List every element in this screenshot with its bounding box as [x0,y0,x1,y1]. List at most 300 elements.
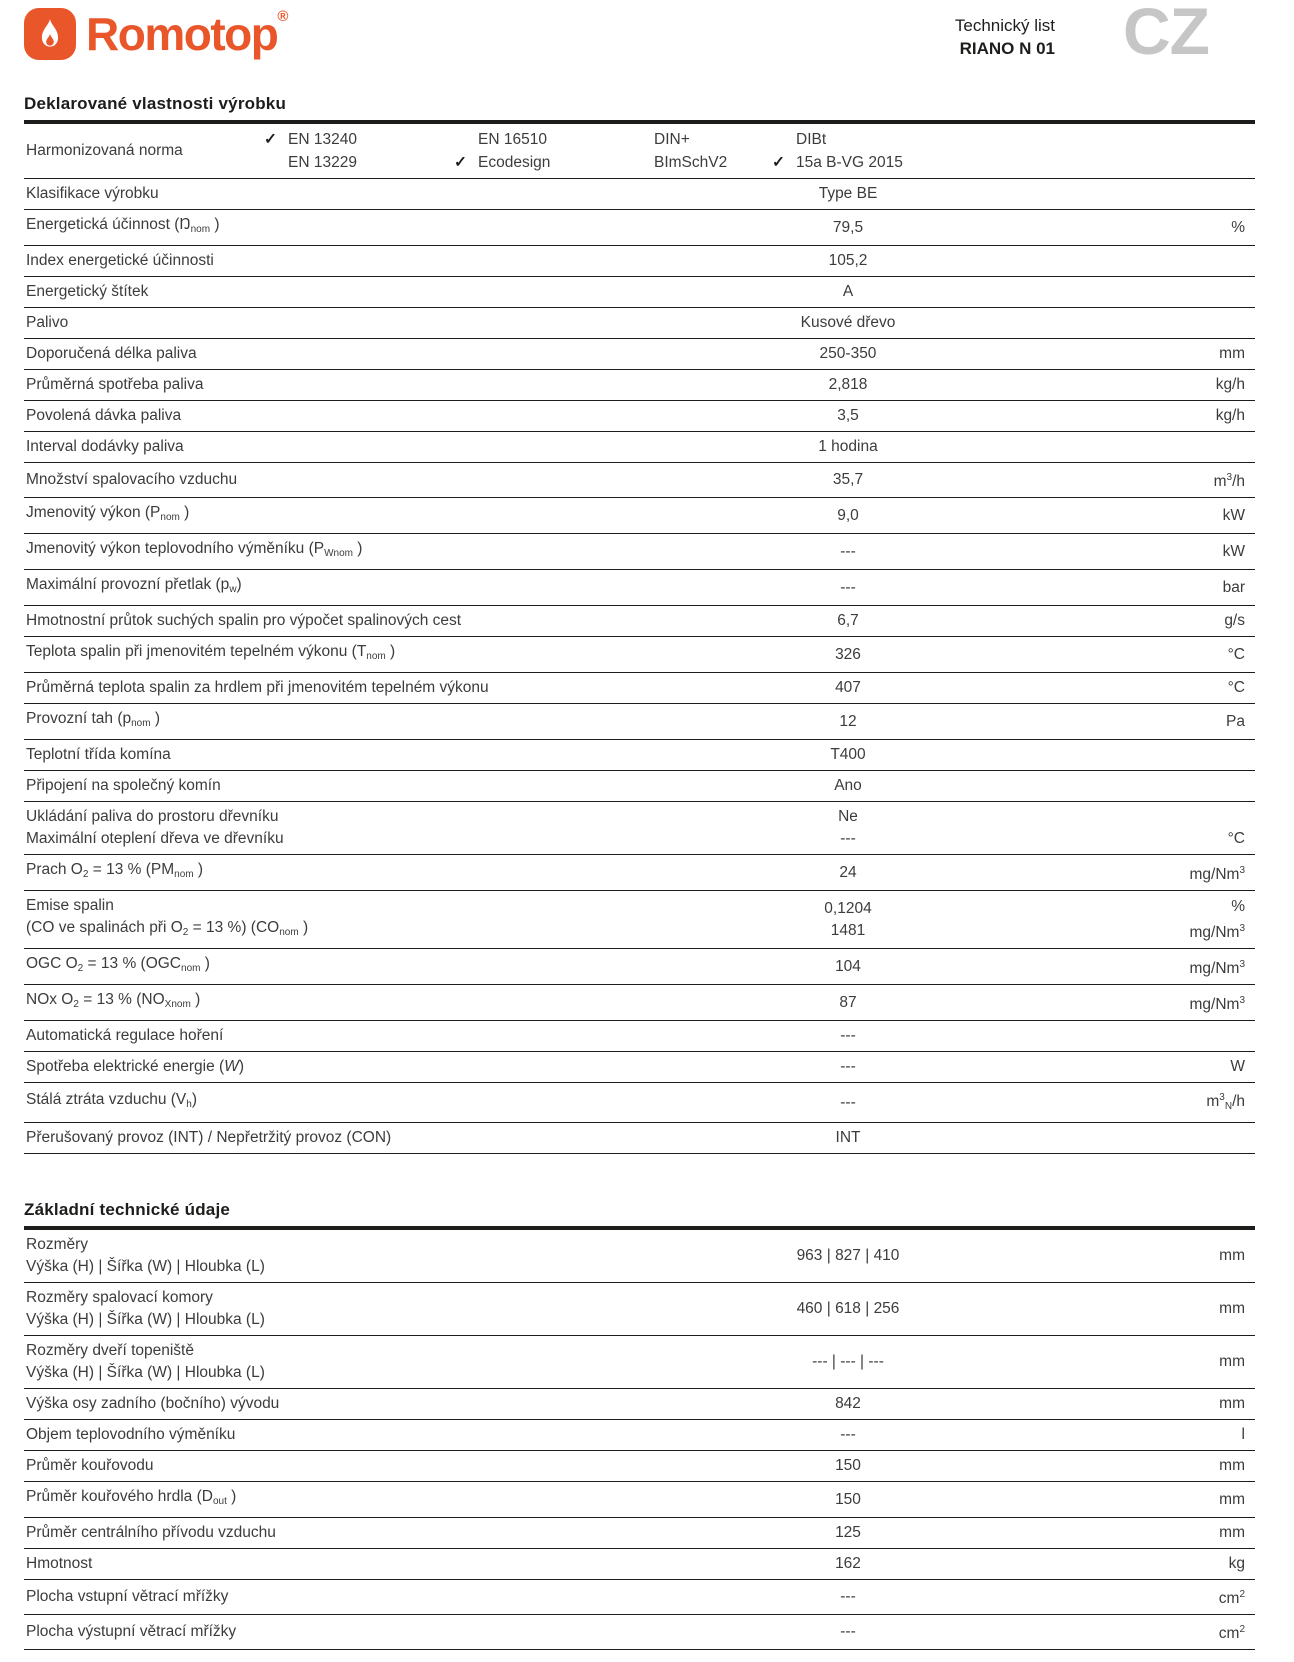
table-row [24,704,1255,740]
norm-item [264,151,454,174]
row-unit-line: mg/Nm$^3$ [1189,864,1245,883]
row-unit-line: °C [1227,679,1245,696]
row-unit [1058,1619,1255,1645]
row-unit [1058,405,1255,427]
row-value-line: 150 [835,1457,861,1474]
norms-row-label [24,128,264,174]
row-label [24,1056,638,1078]
row-value [638,1025,1058,1047]
row-label [24,1025,638,1047]
check-icon: ✓ [264,131,277,148]
table-row [24,534,1255,570]
row-value-line: 79,5 [832,218,864,236]
row-unit-line: kg/h [1215,376,1245,393]
row-unit [1058,1584,1255,1610]
row-value-line: 842 [835,1395,861,1412]
row-unit [1058,1087,1255,1118]
row-value-line: --- [840,578,856,596]
document-meta [955,14,1055,60]
table-row [24,210,1255,246]
table-row [24,949,1255,985]
row-unit-line: mm [1219,1247,1245,1264]
row-unit-line: °C [1227,645,1245,663]
row-unit-line [1058,806,1245,828]
row-unit [1058,1486,1255,1513]
row-value-line: 87 [839,993,857,1011]
table-row [24,855,1255,891]
row-label-line: Interval dodávky paliva [26,438,184,455]
row-value [638,895,1058,944]
row-unit [1058,610,1255,632]
row-value-line: --- [840,1426,856,1443]
row-label-line: Průměrná spotřeba paliva [26,376,204,393]
check-placeholder [264,151,288,174]
row-value [638,641,1058,668]
row-label-line: Hmotnost [26,1555,93,1572]
row-value-line: A [842,283,854,300]
row-label-line: Doporučená délka paliva [26,345,197,362]
row-unit [1058,1553,1255,1575]
row-unit [1058,1455,1255,1477]
norm-name: EN 16510 [478,131,547,148]
norm-name: DIBt [796,131,827,148]
row-label-line: Výška (H) | Šířka (W) | Hloubka (L) [26,1364,265,1381]
row-unit [1058,953,1255,980]
row-label-line: Index energetické účinnosti [26,252,214,269]
row-unit [1058,183,1255,205]
check-placeholder [630,151,654,174]
row-value [638,744,1058,766]
row-label [24,1455,638,1477]
row-value [638,1619,1058,1645]
table-row [24,498,1255,534]
row-value [638,989,1058,1016]
row-value-line: 150 [835,1490,861,1508]
row-unit-line [1058,436,1245,458]
row-value-line: 104 [835,957,861,975]
row-label-line: Plocha výstupní větrací mřížky [26,1623,237,1640]
row-value [638,467,1058,493]
row-value-line: 963 | 827 | 410 [796,1247,900,1264]
row-value-line: --- [840,542,856,560]
row-label [24,677,638,699]
table-row [24,277,1255,308]
table-row [24,308,1255,339]
row-unit-line: mg/Nm$^3$ [1189,958,1245,977]
row-label-line: OGC O2 = 13 % (OGCnom ) [26,955,210,974]
row-unit-line [1058,183,1245,205]
row-value-line: 1481 [830,921,866,939]
row-unit [1058,250,1255,272]
table-row [24,891,1255,949]
row-unit [1058,436,1255,458]
table-row [24,606,1255,637]
norm-name: BImSchV2 [654,154,728,171]
row-label [24,1619,638,1645]
row-unit [1058,677,1255,699]
row-label-line: Rozměry dveří topeniště [26,1342,194,1359]
row-value [638,1340,1058,1384]
row-value-line: 250-350 [819,345,877,362]
row-value [638,1056,1058,1078]
row-label [24,895,638,944]
table-row [24,179,1255,210]
row-label [24,281,638,303]
row-value [638,281,1058,303]
table-row [24,1451,1255,1482]
row-unit-line: mm [1219,1524,1245,1541]
row-unit-line: mg/Nm$^3$ [1189,994,1245,1013]
row-unit-line: mm [1219,1353,1245,1370]
row-value [638,374,1058,396]
row-unit [1058,1234,1255,1278]
table-row [24,1389,1255,1420]
row-value-line: 1 hodina [818,438,878,455]
section1-title: Deklarované vlastnosti výrobku [24,94,1255,124]
row-unit-line [1058,1025,1245,1047]
row-label [24,806,638,850]
row-unit-line: mm [1219,1457,1245,1474]
registered-mark: ® [277,8,289,25]
row-unit-line: mg/Nm$^3$ [1189,922,1245,941]
row-label-line: Hmotnostní průtok suchých spalin pro výpočet spalinových cest [26,612,462,629]
check-placeholder [772,128,796,151]
row-label-line: NOx O2 = 13 % (NOXnom ) [26,991,201,1010]
row-value-line: --- [840,1027,856,1044]
row-unit-line: mm [1219,1490,1245,1508]
table-row [24,1283,1255,1336]
row-label [24,312,638,334]
row-label [24,214,638,241]
row-label-line: Stálá ztráta vzduchu (Vh) [26,1091,197,1110]
table-row [24,1021,1255,1052]
row-label [24,744,638,766]
row-unit [1058,859,1255,886]
row-value [638,708,1058,735]
row-unit-line: mm [1219,1300,1245,1317]
row-unit-line: mm [1219,345,1245,362]
row-unit-line: % [1231,218,1245,236]
row-label [24,1393,638,1415]
row-label [24,405,638,427]
row-value-line: Ano [834,777,862,794]
row-unit-line: $m^3N/h$ [1206,1092,1245,1112]
row-unit [1058,281,1255,303]
section2-title: Základní technické údaje [24,1200,1255,1230]
row-value-line: --- [840,830,856,847]
row-label-line: Povolená dávka paliva [26,407,182,424]
harmonized-norms-row [24,124,1255,179]
table-row [24,1336,1255,1389]
row-value-line: 6,7 [837,612,859,629]
row-value [638,312,1058,334]
row-value [638,1234,1058,1278]
check-placeholder [630,128,654,151]
row-label [24,374,638,396]
row-value-line: 2,818 [828,376,868,393]
row-label-line: Maximální oteplení dřeva ve dřevníku [26,830,284,847]
table-row [24,1615,1255,1650]
row-unit [1058,989,1255,1016]
norms-row-label-text: Harmonizovaná norma [26,142,183,159]
norm-item [630,128,772,151]
row-value [638,1486,1058,1513]
check-icon: ✓ [772,154,785,171]
row-label-line: Průměrná teplota spalin za hrdlem při jmenovitém tepelném výkonu [26,679,489,696]
table-row [24,740,1255,771]
row-unit-line: W [1230,1058,1245,1075]
row-label-line: Teplota spalin při jmenovitém tepelném výkonu (Tnom ) [26,643,396,662]
norm-item [454,128,630,151]
row-unit [1058,708,1255,735]
row-unit [1058,1393,1255,1415]
row-label [24,989,638,1016]
row-unit [1058,312,1255,334]
row-unit-line [1058,1127,1245,1149]
row-unit [1058,1522,1255,1544]
row-unit [1058,1340,1255,1384]
row-unit [1058,1287,1255,1331]
row-label [24,1424,638,1446]
table-row [24,401,1255,432]
norm-item [264,128,454,151]
row-label [24,502,638,529]
row-label [24,343,638,365]
row-value [638,1553,1058,1575]
table-row [24,1230,1255,1283]
row-label-line: Připojení na společný komín [26,777,221,794]
row-unit-line: kg [1228,1555,1245,1572]
table-row [24,246,1255,277]
row-value-line: 35,7 [832,471,864,488]
row-value-line: 24 [839,863,857,881]
row-unit-line: kg/h [1215,407,1245,424]
row-value [638,1087,1058,1118]
row-value [638,1393,1058,1415]
row-unit-line [1058,250,1245,272]
row-label-line: Emise spalin [26,897,114,914]
table-row [24,637,1255,673]
row-value [638,677,1058,699]
row-label-line: Maximální provozní přetlak (pw) [26,576,242,595]
row-unit-line: bar [1222,578,1245,596]
row-label [24,250,638,272]
row-unit [1058,744,1255,766]
table-row [24,463,1255,498]
check-placeholder [454,128,478,151]
row-label-line: Rozměry [26,1236,89,1253]
row-value-line: --- [840,1058,856,1075]
row-label-line: Množství spalovacího vzduchu [26,471,238,488]
row-label [24,574,638,601]
row-value-line: 162 [835,1555,861,1572]
row-unit-line [1058,775,1245,797]
document-type: Technický list [954,16,1055,35]
row-value-line: 9,0 [837,506,859,524]
row-label-line: Přerušovaný provoz (INT) / Nepřetržitý provoz (CON) [26,1129,392,1146]
row-label-line: Průměr kouřovodu [26,1457,154,1474]
row-label-line: Provozní tah (pnom ) [26,710,161,729]
norm-name: DIN+ [654,131,690,148]
norms-columns [264,128,1255,174]
row-value-line: Type BE [818,185,878,202]
row-unit-line [1058,744,1245,766]
row-unit [1058,538,1255,565]
row-value-line: T400 [830,746,866,763]
row-value [638,214,1058,241]
row-unit-line: kW [1222,506,1245,524]
row-value-line: --- [840,1093,856,1111]
row-value [638,538,1058,565]
row-label-line: Palivo [26,314,69,331]
norm-item [454,151,630,174]
table-row [24,1518,1255,1549]
row-label-line: (CO ve spalinách při O2 = 13 %) (COnom ) [26,919,309,938]
row-unit [1058,895,1255,944]
basic-technical-data-table [24,1230,1255,1650]
row-value [638,405,1058,427]
row-value [638,1584,1058,1610]
row-value [638,1522,1058,1544]
row-label-line: Průměr kouřového hrdla (Dout ) [26,1488,237,1507]
row-label-line: Rozměry spalovací komory [26,1289,213,1306]
row-label-line: Objem teplovodního výměníku [26,1426,236,1443]
row-value-line: --- [840,1588,856,1605]
row-label [24,859,638,886]
row-unit-line: mm [1219,1395,1245,1412]
row-value-line: 12 [839,712,857,730]
table-row [24,1052,1255,1083]
row-unit [1058,1056,1255,1078]
row-label-line: Jmenovitý výkon teplovodního výměníku (PWnom ) [26,540,363,559]
row-value-line: 407 [835,679,861,696]
row-label-line: Průměr centrálního přívodu vzduchu [26,1524,276,1541]
row-label-line: Výška (H) | Šířka (W) | Hloubka (L) [26,1258,265,1275]
table-row [24,1482,1255,1518]
row-unit [1058,1127,1255,1149]
row-value [638,343,1058,365]
norm-name: EN 13240 [288,131,357,148]
page-header [24,0,1255,68]
row-label [24,538,638,565]
row-label [24,1234,638,1278]
row-label [24,1553,638,1575]
row-value-line: 460 | 618 | 256 [796,1300,900,1317]
check-icon: ✓ [454,154,467,171]
row-value-line: 326 [835,645,861,663]
row-value-line: 125 [835,1524,861,1541]
norm-name: 15a B-VG 2015 [796,154,903,171]
row-unit-line: g/s [1224,612,1245,629]
row-unit-line: % [1231,897,1245,915]
table-row [24,771,1255,802]
row-value [638,1455,1058,1477]
row-unit-line [1058,281,1245,303]
row-label [24,1087,638,1118]
row-label [24,1584,638,1610]
row-label-line: Plocha vstupní větrací mřížky [26,1588,229,1605]
declared-properties-rows [24,179,1255,1154]
row-value [638,775,1058,797]
row-unit-line: $m^3/h$ [1213,472,1245,490]
flame-icon [24,8,76,60]
table-row [24,570,1255,606]
row-value [638,1424,1058,1446]
row-label [24,436,638,458]
romotop-logo [24,8,288,60]
row-value [638,502,1058,529]
table-row [24,1123,1255,1154]
row-label-line: Spotřeba elektrické energie (W) [26,1058,244,1075]
row-label [24,1486,638,1513]
row-value [638,610,1058,632]
row-label-line: Výška osy zadního (bočního) vývodu [26,1395,280,1412]
table-row [24,370,1255,401]
row-unit-line: kW [1222,542,1245,560]
row-label-line: Výška (H) | Šířka (W) | Hloubka (L) [26,1311,265,1328]
row-unit-line: Pa [1226,712,1245,730]
language-code-badge: CZ [1123,0,1209,68]
row-label-line: Teplotní třída komína [26,746,171,763]
row-value-line: INT [835,1129,861,1146]
row-unit [1058,1025,1255,1047]
row-label-line: Ukládání paliva do prostoru dřevníku [26,808,279,825]
product-name: RIANO N 01 [959,39,1055,58]
row-unit [1058,1424,1255,1446]
row-label-line: Jmenovitý výkon (Pnom ) [26,504,190,523]
row-value-line: --- | --- | --- [812,1353,884,1370]
row-label-line: Energetická účinnost (Ŋnom ) [26,216,220,235]
row-label [24,1287,638,1331]
row-value [638,859,1058,886]
row-value [638,953,1058,980]
table-row [24,802,1255,855]
table-row [24,673,1255,704]
row-unit [1058,641,1255,668]
row-label [24,953,638,980]
table-row [24,1580,1255,1615]
row-value-line: 0,1204 [824,899,872,917]
row-label [24,610,638,632]
row-value [638,436,1058,458]
row-label [24,1340,638,1384]
row-label [24,1522,638,1544]
logo-wordmark: Romotop [86,8,278,60]
table-row [24,432,1255,463]
row-unit-line: $cm^2$ [1218,1589,1245,1607]
row-unit [1058,214,1255,241]
norm-name: EN 13229 [288,154,357,171]
row-label [24,467,638,493]
table-row [24,1549,1255,1580]
norm-column [772,128,1002,174]
row-label [24,1127,638,1149]
norm-name: Ecodesign [478,154,551,171]
row-unit [1058,574,1255,601]
norm-item [630,151,772,174]
row-label [24,641,638,668]
row-value [638,1287,1058,1331]
row-value [638,574,1058,601]
row-unit-line: l [1241,1426,1245,1443]
row-unit [1058,374,1255,396]
row-value-line: Kusové dřevo [800,314,896,331]
table-row [24,339,1255,370]
row-unit [1058,775,1255,797]
row-label [24,775,638,797]
row-label [24,708,638,735]
row-value [638,1127,1058,1149]
